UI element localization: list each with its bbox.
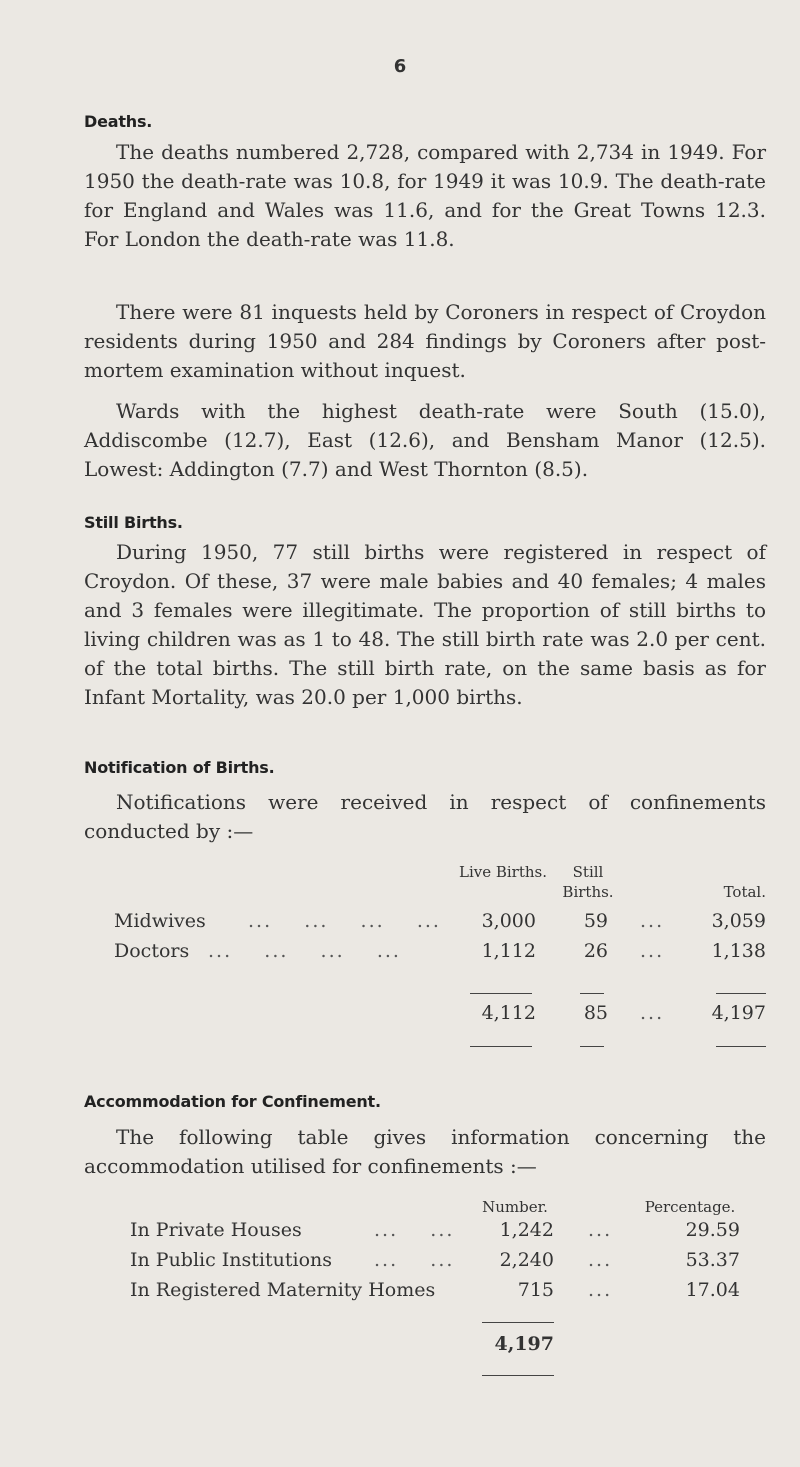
deaths-paragraph-3: Wards with the highest death-rate were South (15.0), Addiscombe (12.7), East (12.6), and Bensham Manor (12.5). Lowest: Addington (7.7) and West Thornton (8.5). bbox=[84, 399, 766, 481]
row-label-midwives: Midwives bbox=[114, 910, 206, 932]
leader-dots: ... bbox=[588, 1279, 613, 1301]
col-header-still-births: Still Births. bbox=[562, 863, 614, 901]
cell-live: 1,112 bbox=[481, 940, 536, 962]
still-births-paragraph: During 1950, 77 still births were registered in respect of Croydon. Of these, 37 were male babies and 40 females; 4 males and 3 females were illegitimate. The proportion of still births to living children was as 1 to 48. The still birth rate was 2.0 per cent. of the total births. The still birth rate, on the same basis as for Infant Mortality, was 20.0 per 1,000 births. bbox=[84, 540, 766, 709]
row-label-private-houses: In Private Houses bbox=[130, 1219, 302, 1241]
total-all: 4,197 bbox=[711, 1002, 766, 1024]
table-rule bbox=[470, 993, 532, 994]
accommodation-intro: The following table gives information concerning the accommodation utilised for confinements :— bbox=[84, 1125, 766, 1178]
leader-dots: ... bbox=[588, 1249, 613, 1271]
accommodation-total: 4,197 bbox=[494, 1333, 554, 1355]
leader-dots: ... bbox=[640, 940, 665, 962]
table-rule bbox=[580, 1046, 604, 1047]
leader-dots: ... ... bbox=[374, 1249, 455, 1271]
cell-live: 3,000 bbox=[481, 910, 536, 932]
cell-percentage: 53.37 bbox=[685, 1249, 740, 1271]
table-rule bbox=[716, 993, 766, 994]
row-label-doctors: Doctors bbox=[114, 940, 190, 962]
cell-still: 59 bbox=[583, 910, 608, 932]
col-header-live-births: Live Births. bbox=[458, 863, 548, 881]
leader-dots: ... ... ... ... bbox=[208, 940, 401, 962]
notification-intro: Notifications were received in respect of confinements conducted by :— bbox=[84, 790, 766, 843]
table-rule bbox=[482, 1375, 554, 1376]
cell-percentage: 17.04 bbox=[685, 1279, 740, 1301]
still-births-heading: Still Births. bbox=[84, 513, 183, 532]
deaths-paragraph-2: There were 81 inquests held by Coroners in respect of Croydon residents during 1950 and 284 findings by Coroners after post-mortem examination without inquest. bbox=[84, 300, 766, 382]
leader-dots: ... bbox=[588, 1219, 613, 1241]
leader-dots: ... bbox=[640, 910, 665, 932]
table-rule bbox=[470, 1046, 532, 1047]
leader-dots: ... ... bbox=[374, 1219, 455, 1241]
col-header-number: Number. bbox=[482, 1198, 548, 1216]
notification-heading: Notification of Births. bbox=[84, 758, 275, 777]
row-label-public-institutions: In Public Institutions bbox=[130, 1249, 333, 1271]
cell-number: 2,240 bbox=[499, 1249, 554, 1271]
table-rule bbox=[580, 993, 604, 994]
leader-dots: ... ... ... ... bbox=[248, 910, 441, 932]
col-header-total: Total. bbox=[723, 883, 766, 901]
cell-still: 26 bbox=[583, 940, 608, 962]
deaths-heading: Deaths. bbox=[84, 112, 153, 131]
total-live: 4,112 bbox=[481, 1002, 536, 1024]
table-rule bbox=[716, 1046, 766, 1047]
total-still: 85 bbox=[583, 1002, 608, 1024]
cell-number: 1,242 bbox=[499, 1219, 554, 1241]
table-rule bbox=[482, 1322, 554, 1323]
cell-total: 1,138 bbox=[711, 940, 766, 962]
cell-total: 3,059 bbox=[711, 910, 766, 932]
deaths-paragraph-1: The deaths numbered 2,728, compared with 2,734 in 1949. For 1950 the death-rate was 10.8, for 1949 it was 10.9. The death-rate for England and Wales was 11.6, and for the Great Towns 12.3. For London the death-rate was 11.8. bbox=[84, 140, 766, 251]
leader-dots: ... bbox=[640, 1002, 665, 1024]
accommodation-heading: Accommodation for Confinement. bbox=[84, 1092, 381, 1111]
page-number: 6 bbox=[393, 56, 407, 77]
cell-percentage: 29.59 bbox=[685, 1219, 740, 1241]
col-header-percentage: Percentage. bbox=[644, 1198, 736, 1216]
cell-number: 715 bbox=[517, 1279, 554, 1301]
row-label-maternity-homes: In Registered Maternity Homes bbox=[130, 1279, 436, 1301]
